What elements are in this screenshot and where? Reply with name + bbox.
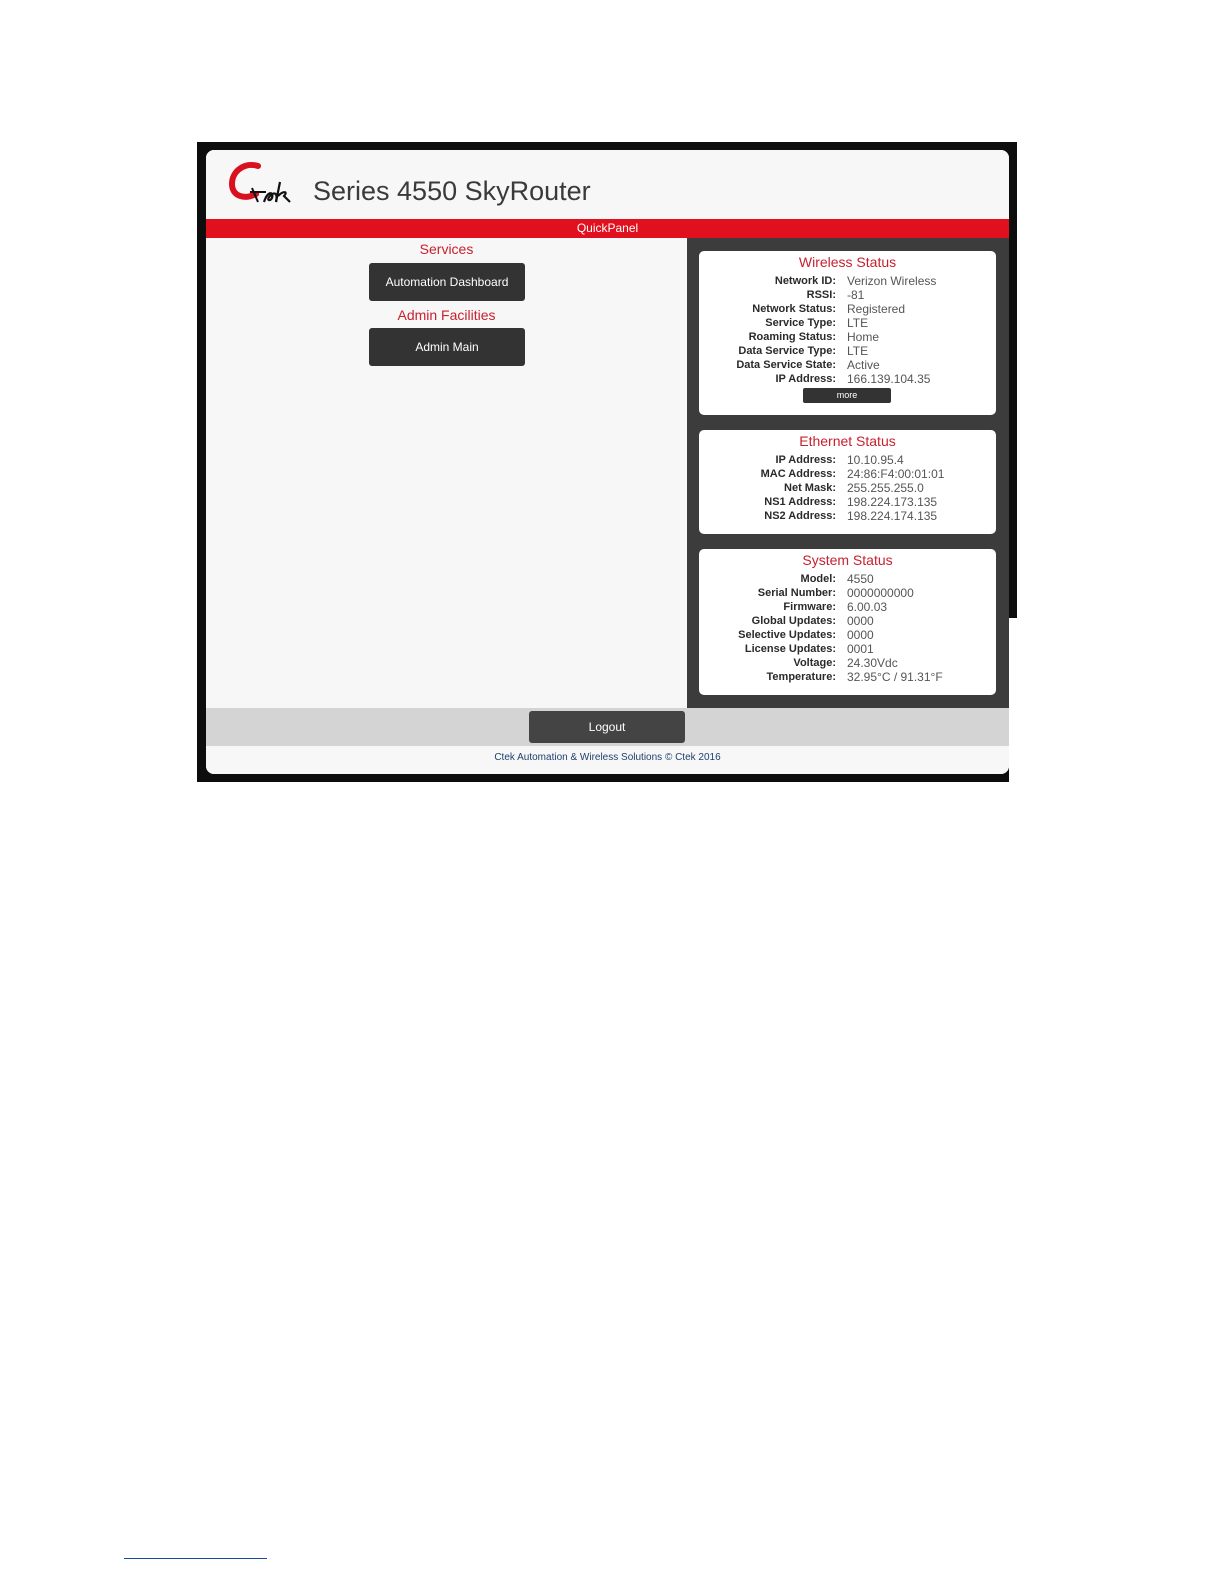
field-label: Net Mask: [784, 482, 836, 494]
field-label: Data Service Type: [738, 345, 836, 357]
system-row-license-updates [699, 642, 996, 656]
field-value: Home [847, 330, 880, 344]
page-title: Series 4550 SkyRouter [313, 176, 591, 206]
wireless-status-title: Wireless Status [798, 254, 897, 270]
field-value: 4550 [847, 572, 874, 586]
field-label: IP Address: [775, 373, 836, 385]
quickpanel-bar: QuickPanel [206, 219, 1009, 238]
wireless-row-data-service-state [699, 358, 996, 372]
system-row-selective-updates [699, 628, 996, 642]
field-label: Voltage: [793, 657, 836, 669]
field-value: 0000 [847, 614, 874, 628]
field-label: Network ID: [774, 275, 836, 287]
field-label: License Updates: [744, 643, 836, 655]
field-value: 0001 [847, 642, 874, 656]
field-label: RSSI: [806, 289, 836, 301]
ethernet-status-card [699, 430, 996, 534]
system-status-card [699, 549, 996, 695]
field-value: Registered [847, 302, 906, 316]
ethernet-row-ns2-address [699, 509, 996, 523]
field-value: 10.10.95.4 [847, 453, 904, 467]
field-label: NS2 Address: [764, 510, 836, 522]
ethernet-row-net-mask [699, 481, 996, 495]
field-value: Verizon Wireless [847, 274, 937, 288]
field-value: 198.224.173.135 [847, 495, 938, 509]
ethernet-status-title: Ethernet Status [799, 433, 896, 449]
ethernet-row-mac-address [699, 467, 996, 481]
wireless-row-rssi [699, 288, 996, 302]
field-label: NS1 Address: [764, 496, 836, 508]
field-label: Roaming Status: [748, 331, 836, 343]
field-value: 24:86:F4:00:01:01 [847, 467, 945, 481]
system-row-serial-number [699, 586, 996, 600]
field-value: 0000 [847, 628, 874, 642]
system-row-voltage [699, 656, 996, 670]
automation-dashboard-button[interactable]: Automation Dashboard [369, 263, 525, 301]
header [206, 150, 1009, 219]
wireless-row-data-service-type [699, 344, 996, 358]
field-value: LTE [847, 316, 869, 330]
system-row-temperature [699, 670, 996, 684]
services-heading: Services [419, 241, 474, 257]
logout-button[interactable]: Logout [529, 711, 685, 743]
field-label: Temperature: [766, 671, 836, 683]
field-label: Network Status: [752, 303, 836, 315]
footnote-divider [124, 1558, 267, 1559]
wireless-more-button[interactable]: more [803, 388, 891, 403]
system-row-global-updates [699, 614, 996, 628]
wireless-row-network-id [699, 274, 996, 288]
skyrouter-app [206, 150, 1009, 774]
admin-facilities-heading: Admin Facilities [397, 307, 496, 323]
wireless-row-ip-address [699, 372, 996, 386]
ethernet-row-ns1-address [699, 495, 996, 509]
field-value: 32.95°C / 91.31°F [847, 670, 943, 684]
field-label: Global Updates: [751, 615, 836, 627]
field-label: IP Address: [775, 454, 836, 466]
field-value: 0000000000 [847, 586, 914, 600]
field-label: Service Type: [765, 317, 836, 329]
field-label: MAC Address: [760, 468, 836, 480]
ctek-logo [228, 158, 298, 206]
field-label: Model: [800, 573, 836, 585]
system-row-model [699, 572, 996, 586]
field-value: -81 [847, 288, 865, 302]
field-label: Firmware: [783, 601, 836, 613]
admin-main-button[interactable]: Admin Main [369, 328, 525, 366]
ethernet-row-ip-address [699, 453, 996, 467]
system-status-title: System Status [802, 552, 893, 568]
field-label: Serial Number: [757, 587, 836, 599]
field-value: 24.30Vdc [847, 656, 898, 670]
field-value: 255.255.255.0 [847, 481, 924, 495]
wireless-row-network-status [699, 302, 996, 316]
frame-edge [1009, 618, 1017, 782]
field-value: 166.139.104.35 [847, 372, 931, 386]
field-label: Selective Updates: [738, 629, 836, 641]
system-row-firmware [699, 600, 996, 614]
wireless-row-service-type [699, 316, 996, 330]
wireless-row-roaming-status [699, 330, 996, 344]
field-label: Data Service State: [736, 359, 836, 371]
footer-copyright: Ctek Automation & Wireless Solutions © Ctek 2016 [206, 746, 1009, 774]
logout-bar [206, 708, 1009, 746]
field-value: 198.224.174.135 [847, 509, 938, 523]
field-value: Active [847, 358, 880, 372]
field-value: LTE [847, 344, 869, 358]
wireless-status-card [699, 251, 996, 415]
right-pane [687, 238, 1009, 708]
field-value: 6.00.03 [847, 600, 888, 614]
left-pane [206, 238, 687, 708]
